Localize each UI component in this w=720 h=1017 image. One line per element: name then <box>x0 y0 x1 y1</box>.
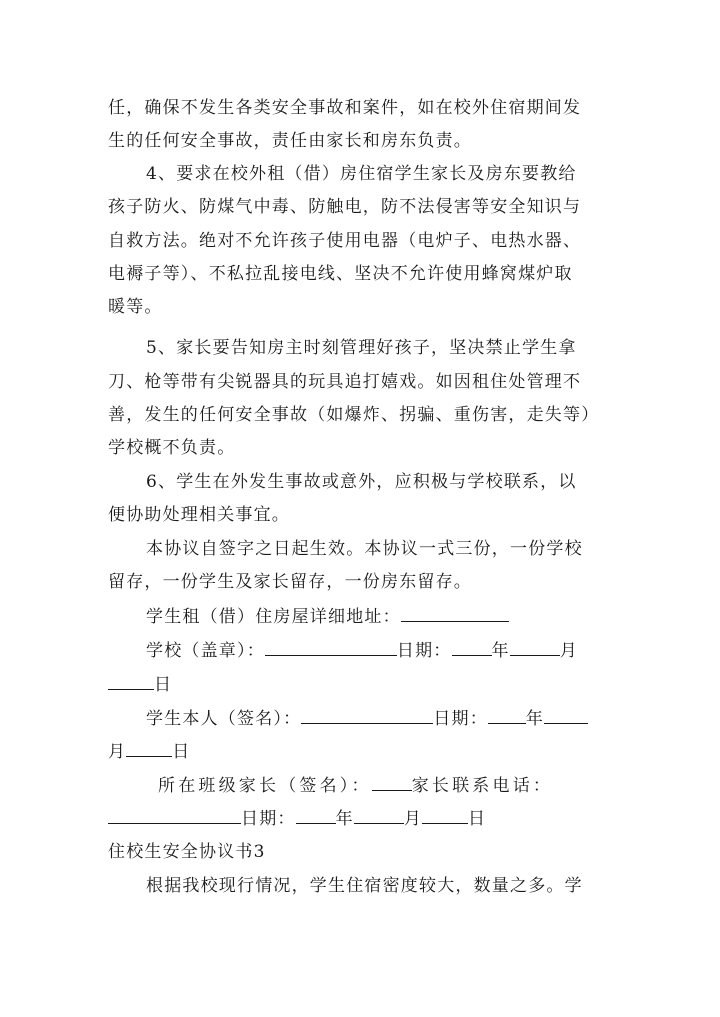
address-label: 学生租（借）住房屋详细地址： <box>146 607 401 627</box>
year-blank[interactable] <box>452 640 492 656</box>
school-label: 学校（盖章）： <box>146 641 265 661</box>
year-label: 年 <box>335 809 354 829</box>
year-blank[interactable] <box>296 808 336 824</box>
date-label: 日期： <box>433 709 488 729</box>
day-blank[interactable] <box>126 741 172 757</box>
school-signature-row <box>146 640 658 661</box>
month-label: 月 <box>403 809 423 829</box>
day-label: 日 <box>468 809 487 829</box>
year-label: 年 <box>491 641 510 661</box>
student-signature-blank[interactable] <box>301 708 433 724</box>
date-label: 日期： <box>241 809 296 829</box>
phone-blank[interactable] <box>108 808 241 824</box>
day-blank[interactable] <box>108 674 154 690</box>
date-label: 日期： <box>396 641 452 661</box>
paragraph-line: 学校概不负责。 <box>108 438 236 458</box>
paragraph-line: 孩子防火、防煤气中毒、防触电，防不法侵害等安全知识与 <box>108 197 582 217</box>
school-seal-blank[interactable] <box>265 640 397 656</box>
parent-date-row <box>108 808 620 829</box>
paragraph-line: 4、要求在校外租（借）房住宿学生家长及房东要教给 <box>146 164 577 184</box>
paragraph-line: 本协议自签字之日起生效。本协议一式三份，一份学校 <box>146 539 583 559</box>
month-label: 月 <box>108 742 127 762</box>
paragraph-line: 任，确保不发生各类安全事故和案件，如在校外住宿期间发 <box>108 98 582 118</box>
address-field-row <box>146 606 658 627</box>
month-blank[interactable] <box>544 708 588 724</box>
year-label: 年 <box>525 709 545 729</box>
paragraph-line: 生的任何安全事故，责任由家长和房东负责。 <box>108 131 472 151</box>
section-title: 住校生安全协议书3 <box>108 842 266 862</box>
parent-label: 所在班级家长（签名）： <box>158 776 372 796</box>
paragraph-line: 刀、枪等带有尖锐器具的玩具追打嬉戏。如因租住处管理不 <box>108 372 582 392</box>
school-day-row <box>108 674 620 695</box>
paragraph-line: 留存，一份学生及家长留存，一份房东留存。 <box>108 572 472 592</box>
paragraph-line: 5、家长要告知房主时刻管理好孩子，坚决禁止学生拿 <box>146 338 577 358</box>
month-blank[interactable] <box>354 808 404 824</box>
paragraph-line: 便协助处理相关事宜。 <box>108 505 290 525</box>
address-blank[interactable] <box>401 606 509 622</box>
phone-label: 家长联系电话： <box>411 776 554 796</box>
day-label: 日 <box>154 675 173 695</box>
month-label: 月 <box>559 641 578 661</box>
paragraph-line: 电褥子等）、不私拉乱接电线、坚决不允许使用蜂窝煤炉取 <box>108 264 573 284</box>
parent-signature-row <box>158 775 670 796</box>
student-signature-row <box>146 708 658 729</box>
month-blank[interactable] <box>510 640 560 656</box>
parent-signature-blank[interactable] <box>372 775 412 791</box>
day-label: 日 <box>172 742 191 762</box>
paragraph-line: 善，发生的任何安全事故（如爆炸、拐骗、重伤害，走失等） <box>108 405 600 425</box>
day-blank[interactable] <box>422 808 468 824</box>
student-date-row <box>108 741 620 762</box>
paragraph-line: 暖等。 <box>108 297 163 317</box>
paragraph-line: 6、学生在外发生事故或意外，应积极与学校联系，以 <box>146 472 577 492</box>
year-blank[interactable] <box>488 708 526 724</box>
paragraph-line: 自救方法。绝对不允许孩子使用电器（电炉子、电热水器、 <box>108 231 582 251</box>
student-label: 学生本人（签名）： <box>146 709 302 729</box>
paragraph-line: 根据我校现行情况，学生住宿密度较大，数量之多。学 <box>146 876 583 896</box>
